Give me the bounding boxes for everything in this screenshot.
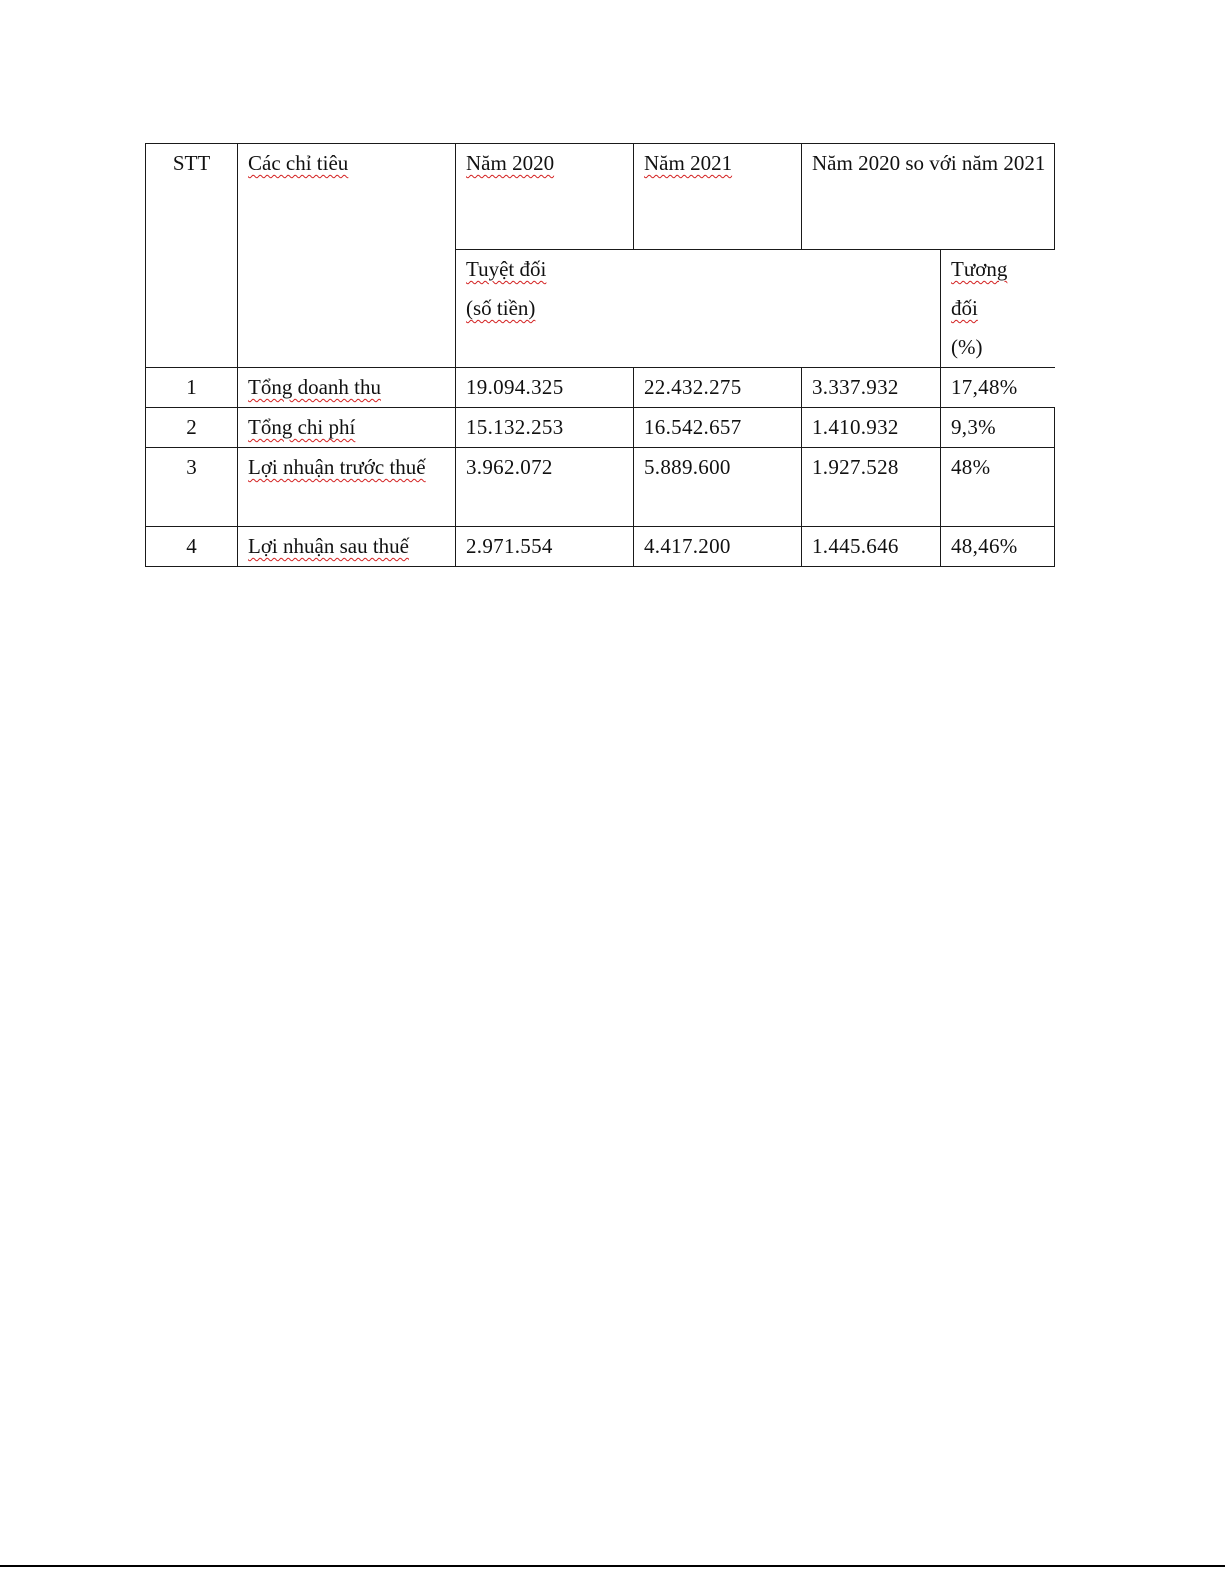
row-stt: 3 [146,448,238,527]
table-row [146,448,1055,527]
row-relative: 17,48% [941,368,1055,408]
row-stt: 4 [146,527,238,567]
row-relative: 9,3% [941,408,1055,448]
row-value-2020: 2.971.554 [456,527,634,567]
row-label: Tổng doanh thu [238,368,456,408]
row-absolute: 1.445.646 [802,527,941,567]
row-label: Tổng chi phí [238,408,456,448]
row-absolute: 1.410.932 [802,408,941,448]
table-row [146,527,1055,567]
row-absolute: 3.337.932 [802,368,941,408]
financial-comparison-table [145,143,1055,567]
table-row [146,368,1055,408]
header-row-top [146,144,1055,250]
header-absolute: Tuyệt đối (số tiền) [456,250,941,368]
row-value-2020: 3.962.072 [456,448,634,527]
row-stt: 1 [146,368,238,408]
row-value-2020: 19.094.325 [456,368,634,408]
header-stt: STT [146,144,238,368]
row-value-2021: 16.542.657 [634,408,802,448]
header-indicators: Các chỉ tiêu [238,144,456,368]
row-absolute: 1.927.528 [802,448,941,527]
table-row [146,408,1055,448]
row-relative: 48% [941,448,1055,527]
row-value-2021: 5.889.600 [634,448,802,527]
header-comparison: Năm 2020 so với năm 2021 [802,144,1055,250]
row-label: Lợi nhuận sau thuế [238,527,456,567]
row-value-2021: 4.417.200 [634,527,802,567]
row-relative: 48,46% [941,527,1055,567]
header-relative: Tương đối (%) [941,250,1055,368]
header-year-2021: Năm 2021 [634,144,802,250]
row-stt: 2 [146,408,238,448]
row-value-2020: 15.132.253 [456,408,634,448]
row-label: Lợi nhuận trước thuế [238,448,456,527]
row-value-2021: 22.432.275 [634,368,802,408]
page-bottom-rule [0,1565,1225,1567]
header-year-2020: Năm 2020 [456,144,634,250]
